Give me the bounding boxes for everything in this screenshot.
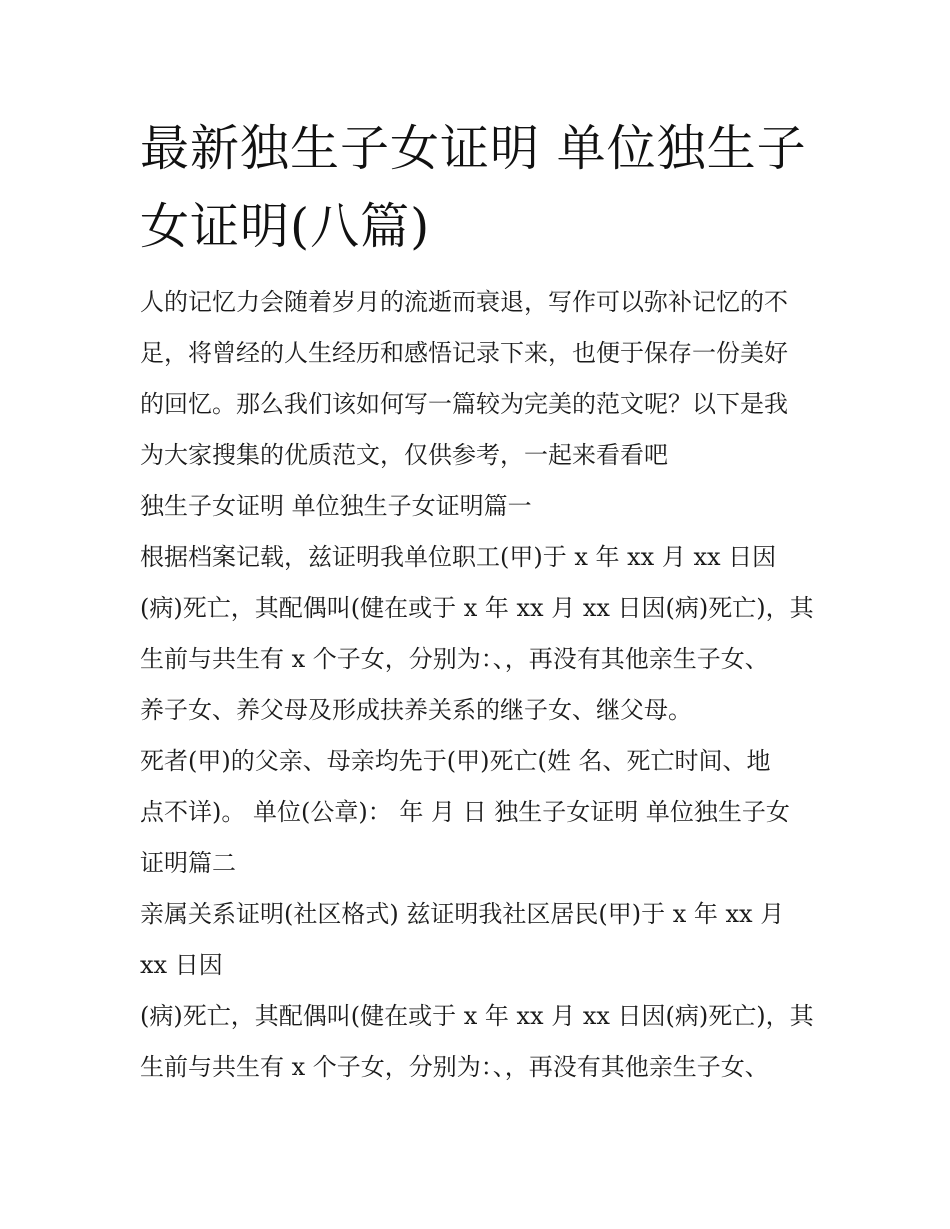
body-line: 人的记忆力会随着岁月的流逝而衰退，写作可以弥补记忆的不 — [140, 288, 788, 316]
body-line: xx 日因 — [140, 951, 223, 979]
body-line: 生前与共生有 x 个子女，分别为：、，再没有其他亲生子女、 — [140, 1053, 769, 1081]
body-line: 的回忆。那么我们该如何写一篇较为完美的范文呢？以下是我 — [140, 390, 788, 418]
body-line: 死者(甲)的父亲、母亲均先于(甲)死亡(姓 名、死亡时间、地 — [140, 747, 771, 775]
body-line: 足，将曾经的人生经历和感悟记录下来，也便于保存一份美好 — [140, 339, 788, 367]
body-line: 点不详)。 单位(公章)： 年 月 日 独生子女证明 单位独生子女 — [140, 798, 790, 826]
section-heading: 独生子女证明 单位独生子女证明篇一 — [140, 492, 532, 520]
body-line: (病)死亡，其配偶叫(健在或于 x 年 xx 月 xx 日因(病)死亡)，其 — [140, 594, 814, 622]
body-line: 生前与共生有 x 个子女，分别为：、，再没有其他亲生子女、 — [140, 645, 769, 673]
body-line: 证明篇二 — [140, 849, 236, 877]
body-line: 亲属关系证明(社区格式) 兹证明我社区居民(甲)于 x 年 xx 月 — [140, 900, 785, 928]
body-line: 为大家搜集的优质范文，仅供参考，一起来看看吧 — [140, 441, 668, 469]
body-line: 根据档案记载，兹证明我单位职工(甲)于 x 年 xx 月 xx 日因 — [140, 543, 777, 571]
body-line: 养子女、养父母及形成扶养关系的继子女、继父母。 — [140, 696, 692, 724]
title-line: 女证明(八篇) — [140, 198, 431, 255]
body-line: (病)死亡，其配偶叫(健在或于 x 年 xx 月 xx 日因(病)死亡)，其 — [140, 1002, 814, 1030]
document-body — [140, 277, 830, 1093]
page-title — [140, 110, 820, 266]
title-line: 最新独生子女证明 单位独生子 — [140, 120, 807, 177]
